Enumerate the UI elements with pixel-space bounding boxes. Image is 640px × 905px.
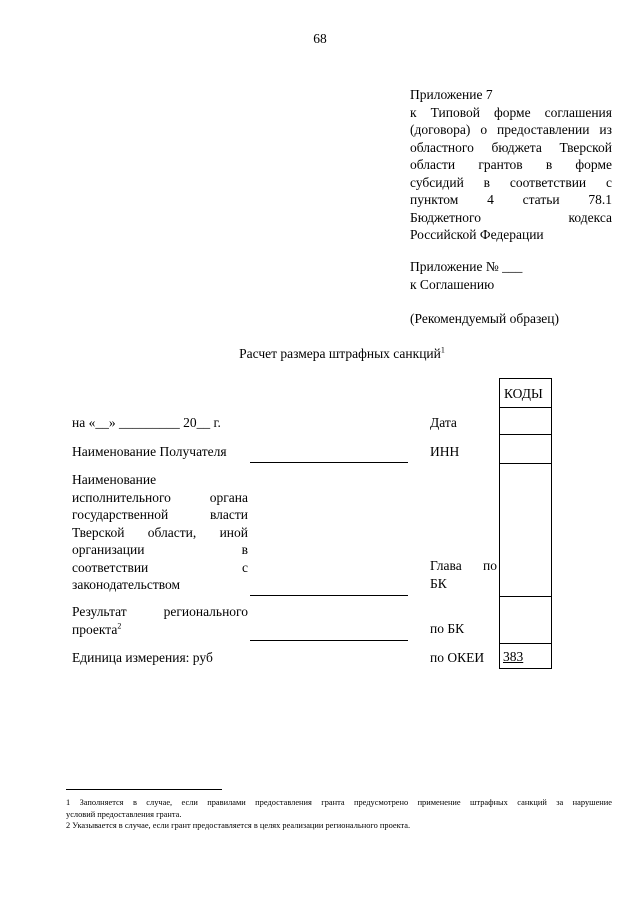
glava-line: Глава по: [430, 558, 497, 573]
organ-line: Тверской области, иной: [72, 524, 248, 540]
agreement-ref: к Соглашению: [410, 276, 495, 292]
footnote-1-line: 1 Заполняется в случае, если правилами предоставления гранта предусмотрено применение штрафных санкций за нарушение: [66, 798, 612, 807]
agreement-block: [410, 258, 612, 293]
po-okei-label: по ОКЕИ: [430, 650, 485, 665]
footnotes: [66, 797, 612, 832]
appendix-line: области грантов в форме: [410, 157, 612, 172]
page-heading: [0, 345, 640, 363]
appendix-line: Российской Федерации: [410, 227, 544, 242]
heading-text: Расчет размера штрафных санкций: [239, 346, 441, 361]
po-bk-label: по БК: [430, 621, 465, 636]
heading-footnote-ref: 1: [440, 345, 445, 355]
appendix-line: областного бюджета Тверской: [410, 139, 612, 155]
appendix-line: к Типовой форме соглашения: [410, 104, 612, 120]
sample-note: (Рекомендуемый образец): [410, 311, 559, 326]
recipient-label: Наименование Получателя: [72, 444, 227, 459]
code-okei-cell[interactable]: 383: [499, 643, 552, 669]
footnote-1-line: условий предоставления гранта.: [66, 809, 182, 819]
page-number: 68: [313, 31, 327, 46]
organ-line: исполнительного органа: [72, 489, 248, 505]
appendix-line: пунктом 4 статьи 78.1: [410, 192, 612, 207]
code-glava-bk-cell[interactable]: [499, 463, 552, 597]
footnote-separator: [66, 789, 222, 790]
organ-line: организации в: [72, 542, 248, 557]
organ-label: [72, 471, 248, 594]
codes-header-cell: КОДЫ: [499, 378, 552, 408]
result-label: [72, 603, 248, 638]
organ-line: государственной власти: [72, 507, 248, 522]
organ-line: Наименование: [72, 472, 157, 487]
code-inn-cell[interactable]: [499, 434, 552, 464]
result-field[interactable]: [250, 640, 408, 641]
appendix-line: (договора) о предоставлении из: [410, 122, 612, 137]
organ-field[interactable]: [250, 595, 408, 596]
bk-line: БК: [430, 575, 447, 591]
code-po-bk-cell[interactable]: [499, 596, 552, 644]
result-line: проекта$^2$: [72, 621, 122, 637]
recipient-field[interactable]: [250, 462, 408, 463]
code-date-cell[interactable]: [499, 407, 552, 435]
organ-line: законодательством: [72, 577, 181, 592]
glava-bk-label: [430, 557, 497, 592]
appendix-title: Приложение 7: [410, 87, 493, 102]
date-line: на «__» _________ 20__ г.: [72, 415, 221, 430]
result-footnote-ref: 2: [117, 621, 122, 630]
appendix-line: Бюджетного кодекса: [410, 209, 612, 225]
organ-line: соответствии с: [72, 559, 248, 575]
unit-label: Единица измерения: руб: [72, 650, 213, 665]
agreement-number: Приложение № ___: [410, 259, 523, 274]
result-line: Результат регионального: [72, 604, 248, 619]
appendix-line: субсидий в соответствии с: [410, 174, 612, 190]
inn-label: ИНН: [430, 444, 460, 459]
date-label: Дата: [430, 415, 457, 430]
footnote-2: 2 Указывается в случае, если грант предоставляется в целях реализации регионального проекта.: [66, 821, 411, 830]
appendix-body: [410, 104, 612, 244]
appendix-block: [410, 86, 612, 244]
